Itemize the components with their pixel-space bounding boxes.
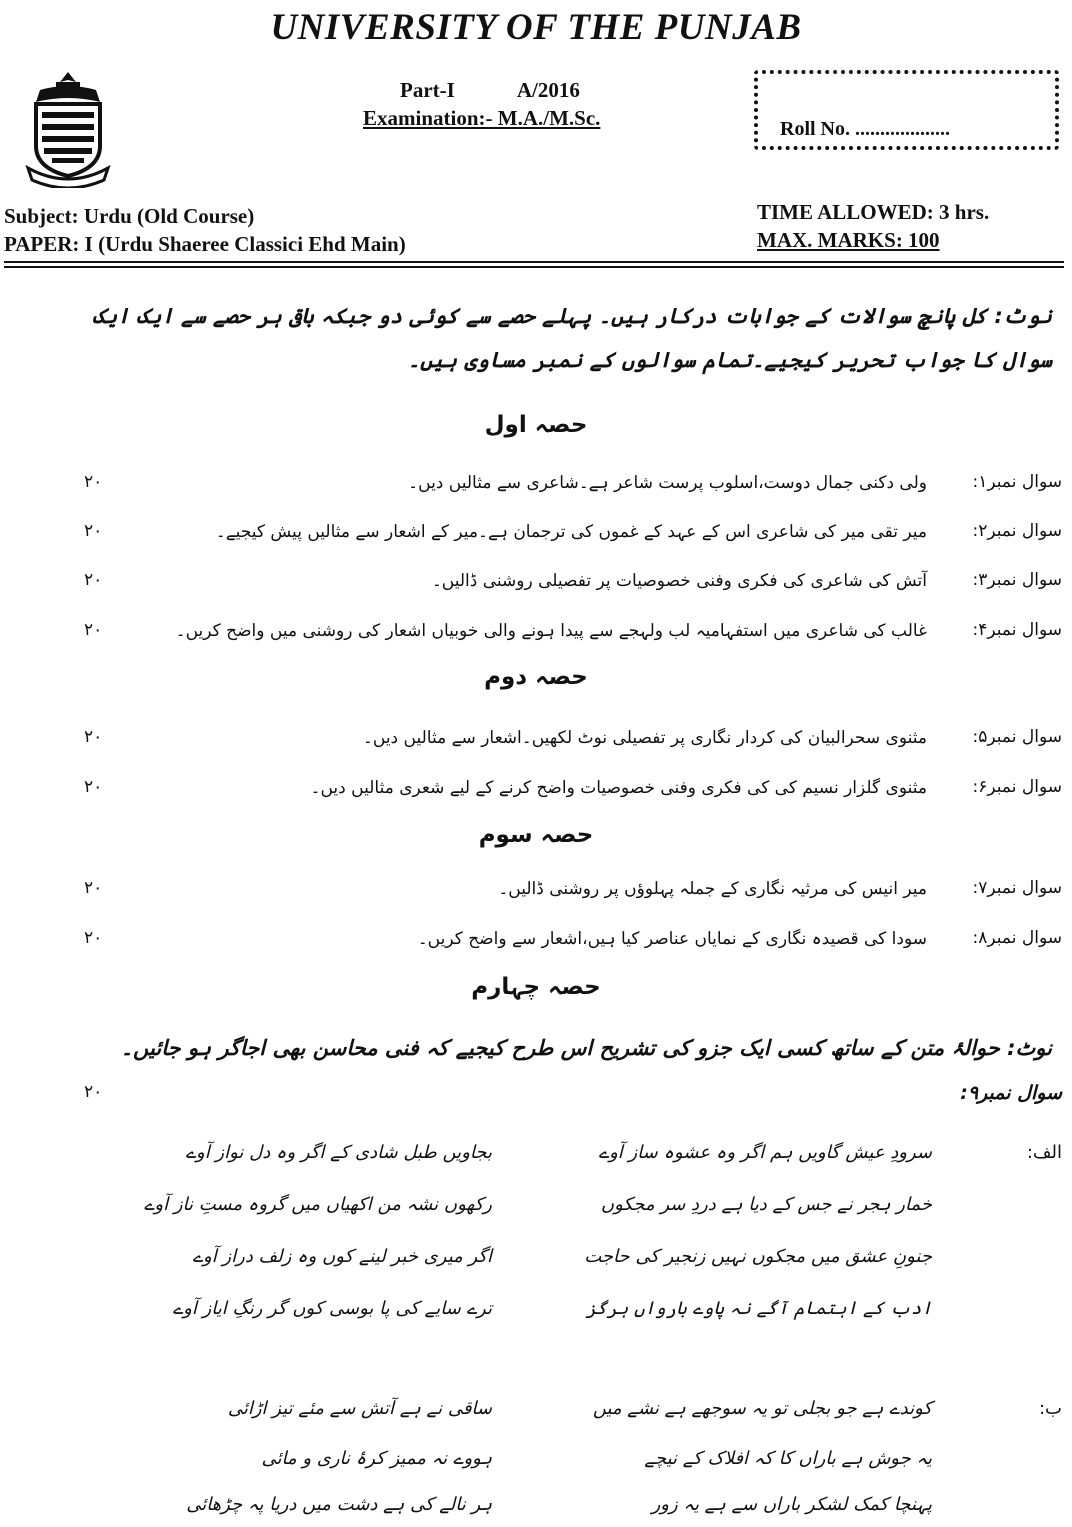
instructions-note xyxy=(42,294,1052,382)
question-text: مثنوی سحرالبیان کی کردار نگاری پر تفصیلی نوٹ لکھیں۔اشعار سے مثالیں دیں۔ xyxy=(362,728,927,748)
question-marks: ۲۰ xyxy=(84,727,103,747)
time-allowed: TIME ALLOWED: 3 hrs. xyxy=(757,200,990,224)
question-text: آتش کی شاعری کی فکری وفنی خصوصیات پر تفصیلی روشنی ڈالیں۔ xyxy=(431,571,927,591)
roll-number-label: Roll No. ................... xyxy=(780,118,950,140)
verse-line: ادب کے اہتمام آگے نہ پاوے باروا‌ں ہرگز xyxy=(586,1298,932,1319)
verse-line: یہ جوش ہے باراں کا کہ افلاک کے نیچے xyxy=(644,1448,932,1469)
university-crest-logo xyxy=(18,68,118,188)
question-marks: ۲۰ xyxy=(84,570,103,590)
verse-line: ہووے نہ ممیز کرۂ ناری و مائی xyxy=(261,1448,492,1469)
verse-line: ساقی نے ہے آتش سے مئے تیز اڑائی xyxy=(227,1398,492,1419)
question-label: سوال نمبر۳: xyxy=(972,570,1062,590)
note-label: نوٹ: xyxy=(994,304,1052,328)
verse-line: رکھوں نشہ من اکھیاں میں گروہ مستِ ناز آوے xyxy=(143,1194,492,1215)
question-9-marks: ۲۰ xyxy=(84,1082,103,1102)
subject-label: Subject: Urdu (Old Course) xyxy=(4,204,255,228)
university-title: UNIVERSITY OF THE PUNJAB xyxy=(270,7,802,48)
question-marks: ۲۰ xyxy=(84,620,103,640)
part-label: Part-I xyxy=(400,78,455,102)
question-text: غالب کی شاعری میں استفہامیہ لب ولہجے سے پیدا ہونے والی خوبیاں اشعار کی روشنی میں واضح کریں۔ xyxy=(175,621,927,641)
paper-label: PAPER: I (Urdu Shaeree Classici Ehd Main) xyxy=(4,232,406,256)
question-label: سوال نمبر۴: xyxy=(972,620,1062,640)
session-label: A/2016 xyxy=(516,78,580,102)
poem-b-label: ب: xyxy=(1038,1398,1062,1419)
question-9-label: سوال نمبر۹: xyxy=(960,1082,1062,1104)
note-text: حوالۂ متن کے ساتھ کسی ایک جزو کی تشریح اس طرح کیجیے کہ فنی محاسن بھی اجاگر ہو جائیں۔ xyxy=(120,1036,1000,1060)
question-text: سودا کی قصیدہ نگاری کے نمایاں عناصر کیا ہیں،اشعار سے واضح کریں۔ xyxy=(417,929,927,949)
question-text: مثنوی گلزار نسیم کی کی فکری وفنی خصوصیات واضح کرنے کے لیے شعری مثالیں دیں۔ xyxy=(310,778,927,798)
verse-line: خمار ہجر نے جس کے دیا ہے دردِ سر مجکوں xyxy=(600,1194,932,1215)
examination-label: Examination:- M.A./M.Sc. xyxy=(363,106,601,130)
verse-line: پہنچا کمک لشکر باراں سے ہے یہ زور xyxy=(651,1494,932,1515)
section-heading-4: حصہ چہارم xyxy=(471,974,601,1000)
note-label: نوٹ: xyxy=(1007,1036,1052,1060)
question-label: سوال نمبر۲: xyxy=(972,521,1062,541)
verse-line: ترے سایے کی پا بوسی کوں گر رنگِ ایاز آوے xyxy=(172,1298,492,1319)
note-text: کل پانچ سوالات کے جوابات درکار ہیں۔ پہلے حصے سے کوئی دو جبکہ باقی ہر حصے سے ایک ایک سوال کا جواب تحریر کیجیے۔تمام سوالوں کے نمبر مساوی ہیں۔ xyxy=(92,304,1052,372)
verse-line: کوندے ہے جو بجلی تو یہ سوجھے ہے نشے میں xyxy=(592,1398,932,1419)
question-label: سوال نمبر۷: xyxy=(972,878,1062,898)
question-marks: ۲۰ xyxy=(84,521,103,541)
exam-part-session xyxy=(400,78,580,103)
section-heading-3: حصہ سوم xyxy=(478,822,594,848)
question-text: ولی دکنی جمال دوست،اسلوب پرست شاعر ہے۔شاعری سے مثالیں دیں۔ xyxy=(408,473,927,493)
question-marks: ۲۰ xyxy=(84,777,103,797)
section-heading-2: حصہ دوم xyxy=(484,664,588,690)
max-marks: MAX. MARKS: 100 xyxy=(757,228,940,252)
question-text: میر انیس کی مرثیہ نگاری کے جملہ پہلوؤں پر روشنی ڈالیں۔ xyxy=(498,879,927,899)
verse-line: سرودِ عیش گاویں ہم اگر وہ عشوہ ساز آوے xyxy=(598,1142,932,1163)
poem-a-label: الف: xyxy=(1026,1142,1062,1163)
verse-line: اگر میری خبر لینے کوں وہ زلف دراز آوے xyxy=(192,1246,492,1267)
verse-line: بجاویں طبل شادی کے اگر وہ دل نواز آوے xyxy=(185,1142,492,1163)
question-label: سوال نمبر۸: xyxy=(972,928,1062,948)
question-marks: ۲۰ xyxy=(84,878,103,898)
question-label: سوال نمبر۱: xyxy=(972,472,1062,492)
question-marks: ۲۰ xyxy=(84,928,103,948)
header-divider xyxy=(4,261,1064,263)
question-text: میر تقی میر کی شاعری اس کے عہد کے غموں کی ترجمان ہے۔میر کے اشعار سے مثالیں پیش کیجیے۔ xyxy=(215,522,927,542)
verse-line: ہر نالے کی ہے دشت میں دریا پہ چڑھائی xyxy=(186,1494,492,1515)
question-label: سوال نمبر۵: xyxy=(972,727,1062,747)
section-heading-1: حصہ اول xyxy=(484,412,588,438)
question-marks: ۲۰ xyxy=(84,472,103,492)
verse-line: جنونِ عشق میں مجکوں نہیں زنجیر کی حاجت xyxy=(584,1246,932,1267)
section4-note xyxy=(42,1026,1052,1070)
header-divider-secondary xyxy=(4,266,1064,268)
question-label: سوال نمبر۶: xyxy=(972,777,1062,797)
